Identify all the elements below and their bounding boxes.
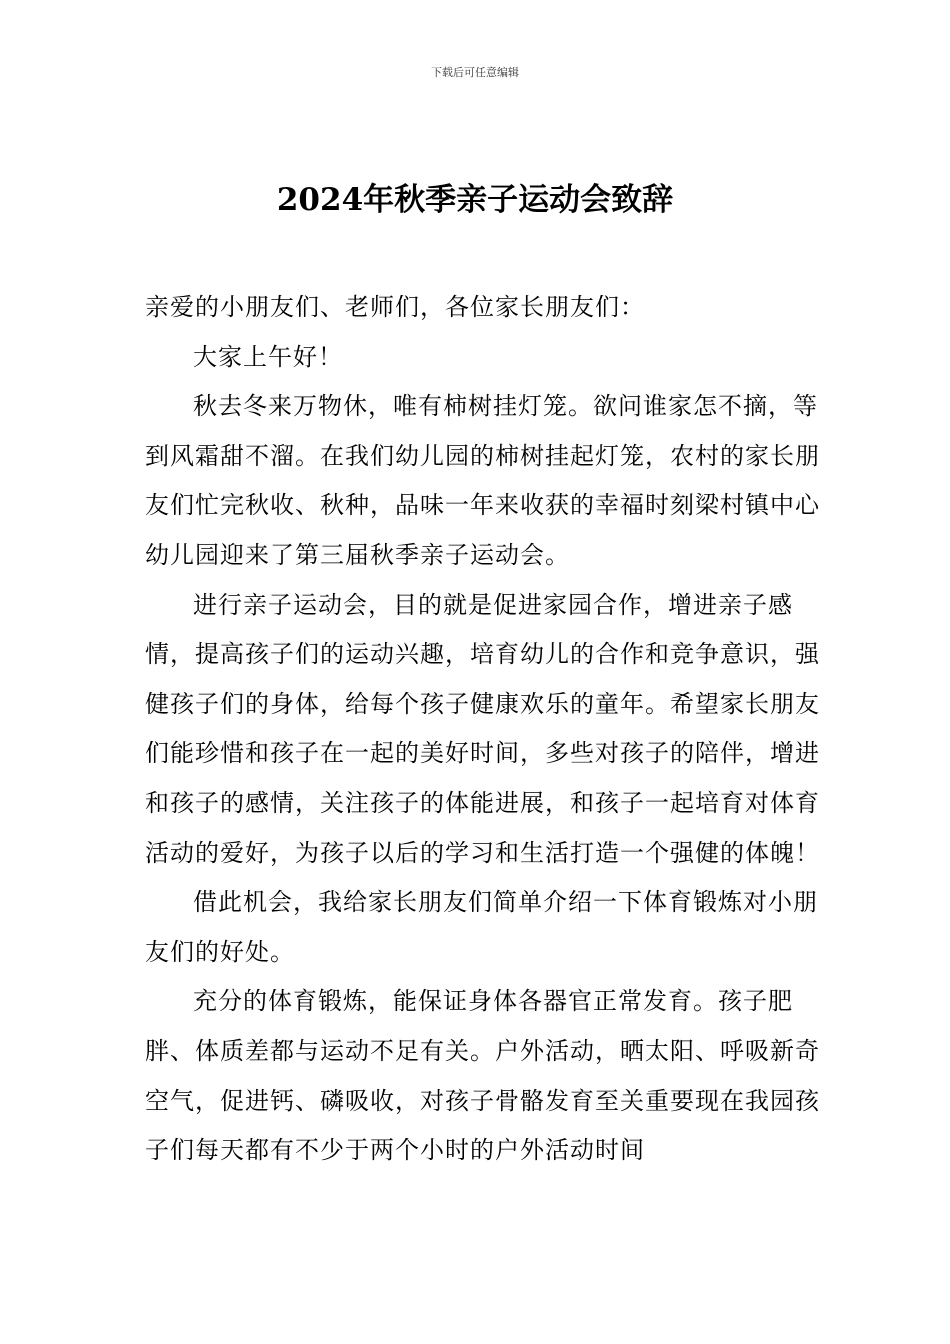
paragraph-salutation: 亲爱的小朋友们、老师们，各位家长朋友们： [145,293,645,321]
paragraph-autumn: 秋去冬来万物休，唯有柿树挂灯笼。欲问谁家怎不摘，等到风霜甜不溜。在我们幼儿园的柿树挂起灯笼，农村的家长朋友们忙完秋收、秋种，品味一年来收获的幸福时刻梁村镇中心幼儿园迎来了第三届秋季亲子运动会。 [145,392,820,569]
paragraph-exercise-benefits: 充分的体育锻炼，能保证身体各器官正常发育。孩子肥胖、体质差都与运动不足有关。户外活动，晒太阳、呼吸新奇空气，促进钙、磷吸收，对孩子骨骼发育至关重要现在我园孩子们每天都有不少于两个小时的户外活动时间 [145,987,820,1165]
paragraph-purpose: 进行亲子运动会，目的就是促进家园合作，增进亲子感情，提高孩子们的运动兴趣，培育幼儿的合作和竞争意识，强健孩子们的身体，给每个孩子健康欢乐的童年。希望家长朋友们能珍惜和孩子在一起的美好时间，多些对孩子的陪伴，增进和孩子的感情，关注孩子的体能进展，和孩子一起培育对体育活动的爱好，为孩子以后的学习和生活打造一个强健的体魄！ [145,590,820,867]
paragraph-introduction: 借此机会，我给家长朋友们简单介绍一下体育锻炼对小朋友们的好处。 [145,888,818,966]
header-note: 下载后可任意编辑 [431,66,519,79]
document-body [145,283,825,1176]
document-title: 2024年秋季亲子运动会致辞 [276,182,674,218]
paragraph-greeting: 大家上午好！ [193,342,343,371]
